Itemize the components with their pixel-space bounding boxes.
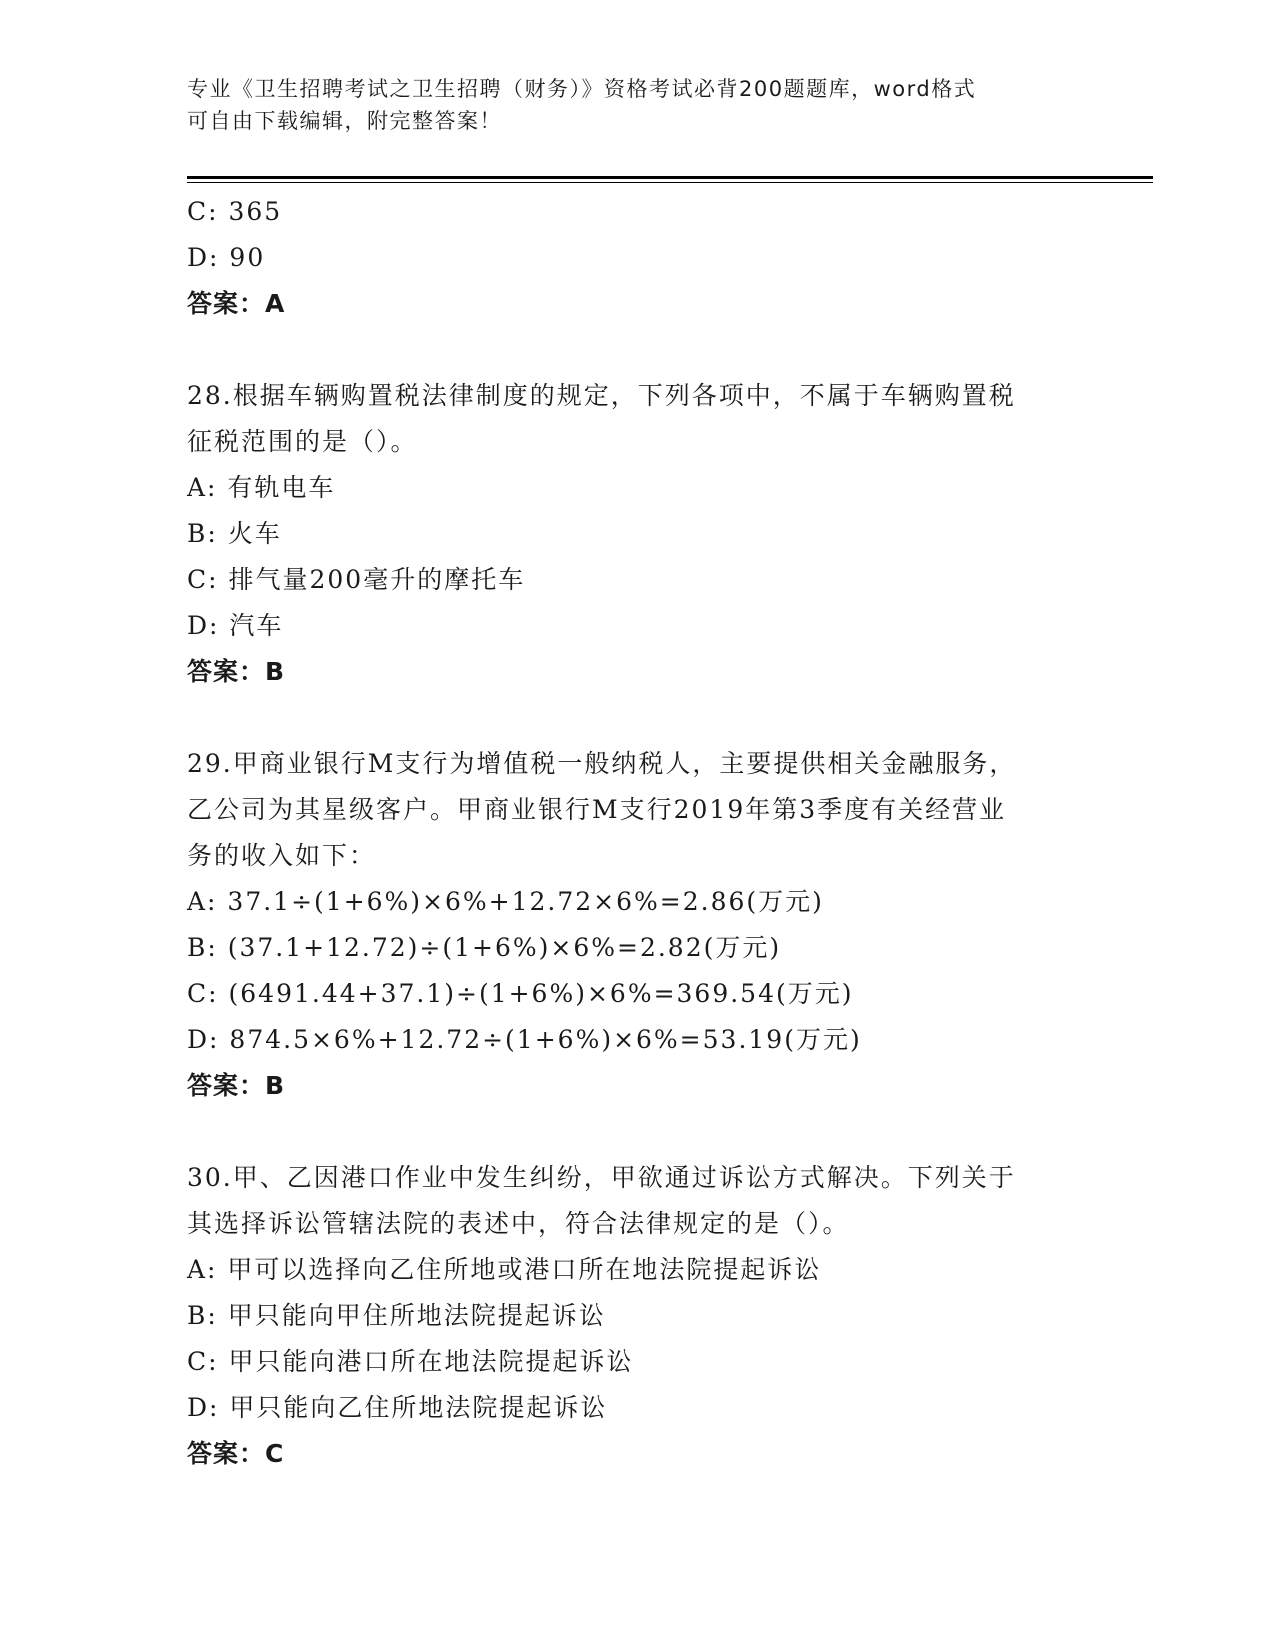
question-stem-line: 28.根据车辆购置税法律制度的规定，下列各项中，不属于车辆购置税 [187,381,1016,410]
question-29 [187,741,1087,1109]
option-d: D: 汽车 [187,611,284,640]
option-c: C: (6491.44+37.1)÷(1+6%)×6%=369.54(万元) [187,979,854,1008]
header-rule-thick [187,176,1153,179]
question-stem-line: 务的收入如下： [187,841,377,870]
question-27-tail [187,189,1087,327]
option-a: A: 37.1÷(1+6%)×6%+12.72×6%=2.86(万元) [187,887,824,916]
document-body [187,189,1087,1477]
option-b: B: (37.1+12.72)÷(1+6%)×6%=2.82(万元) [187,933,782,962]
question-28 [187,373,1087,695]
question-30 [187,1155,1087,1477]
option-c: C: 排气量200毫升的摩托车 [187,565,526,594]
option-a: A: 甲可以选择向乙住所地或港口所在地法院提起诉讼 [187,1255,822,1284]
option-b: B: 甲只能向甲住所地法院提起诉讼 [187,1301,606,1330]
question-stem-line: 29.甲商业银行M支行为增值税一般纳税人，主要提供相关金融服务， [187,749,1017,778]
option-b: B: 火车 [187,519,282,548]
option-d: D: 甲只能向乙住所地法院提起诉讼 [187,1393,608,1422]
option-c: C: 甲只能向港口所在地法院提起诉讼 [187,1347,634,1376]
option-c: C: 365 [187,197,283,226]
question-stem-line: 乙公司为其星级客户。甲商业银行M支行2019年第3季度有关经营业 [187,795,1007,824]
header-line-2: 可自由下载编辑，附完整答案！ [187,109,502,133]
question-stem-line: 30.甲、乙因港口作业中发生纠纷，甲欲通过诉讼方式解决。下列关于 [187,1163,1016,1192]
answer-line: 答案：B [187,1071,286,1100]
question-stem-line: 征税范围的是（）。 [187,427,418,456]
option-d: D: 874.5×6%+12.72÷(1+6%)×6%=53.19(万元) [187,1025,862,1054]
document-header [187,73,1087,137]
option-d: D: 90 [187,243,266,272]
answer-line: 答案：C [187,1439,285,1468]
header-line-1: 专业《卫生招聘考试之卫生招聘（财务）》资格考试必背200题题库，word格式 [187,77,977,101]
question-stem-line: 其选择诉讼管辖法院的表述中，符合法律规定的是（）。 [187,1209,850,1238]
answer-line: 答案：A [187,289,286,318]
option-a: A: 有轨电车 [187,473,336,502]
answer-line: 答案：B [187,657,286,686]
header-rule-thin [187,182,1153,183]
